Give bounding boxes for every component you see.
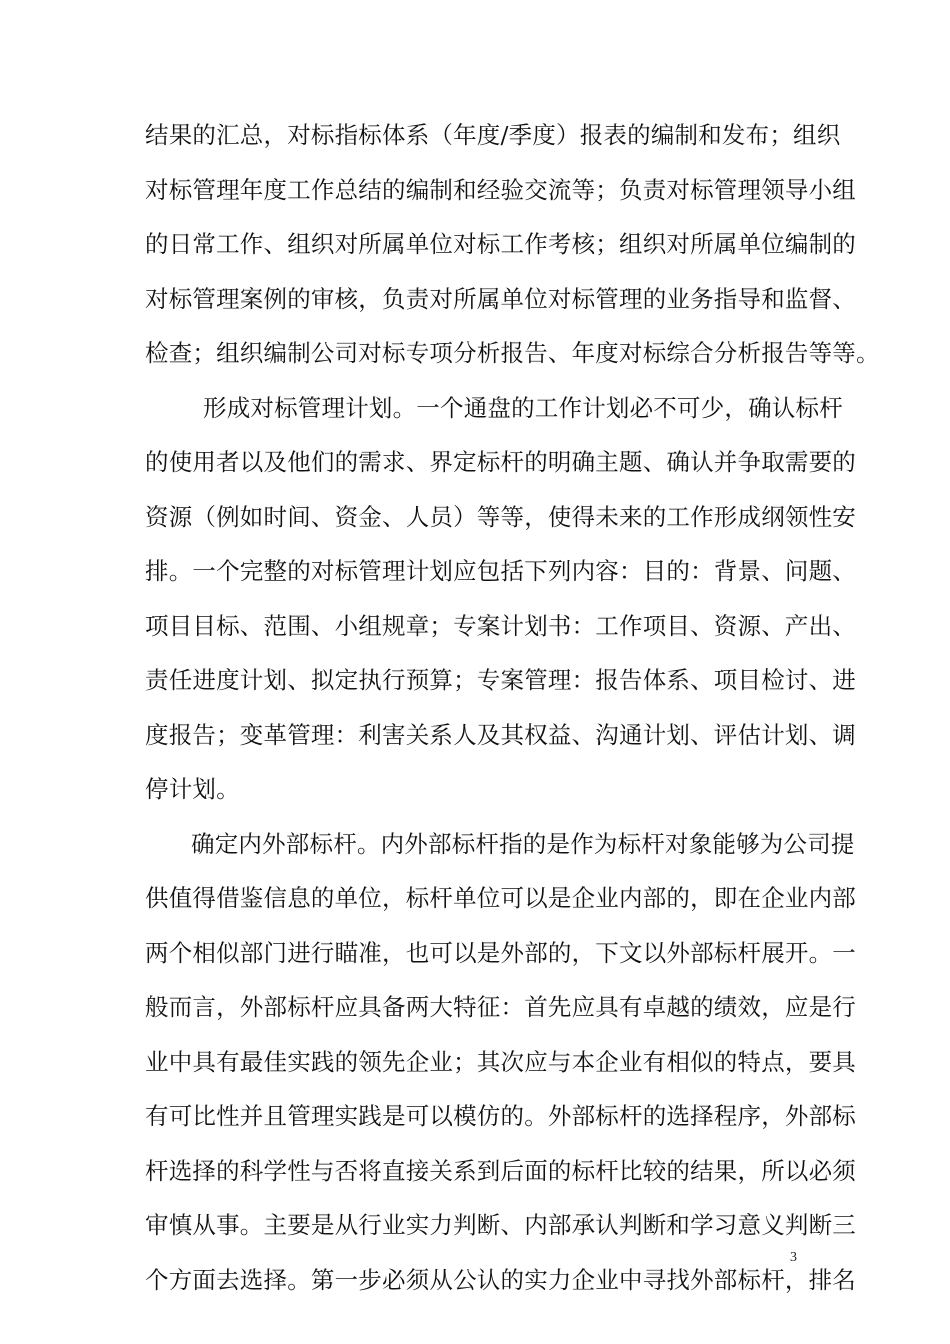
text-line: 的日常工作、组织对所属单位对标工作考核；组织对所属单位编制的 — [145, 230, 856, 258]
text-line: 确定内外部标杆。内外部标杆指的是作为标杆对象能够为公司提 — [191, 829, 855, 858]
text-line: 对标管理案例的审核，负责对所属单位对标管理的业务指导和监督、 — [145, 284, 856, 313]
text-line: 检查；组织编制公司对标专项分析报告、年度对标综合分析报告等等。 — [145, 339, 880, 367]
text-line: 杆选择的科学性与否将直接关系到后面的标杆比较的结果，所以必须 — [145, 1156, 856, 1185]
text-line: 项目目标、范围、小组规章；专案计划书：工作项目、资源、产出、 — [145, 611, 856, 640]
text-line: 停计划。 — [145, 775, 240, 803]
document-body — [145, 108, 880, 1307]
paragraph-1 — [145, 108, 880, 381]
text-line: 形成对标管理计划。一个通盘的工作计划必不可少，确认标杆 — [203, 393, 843, 422]
text-line: 供值得借鉴信息的单位，标杆单位可以是企业内部的，即在企业内部 — [145, 884, 856, 912]
text-line: 结果的汇总，对标指标体系（年度/季度）报表的编制和发布；组织 — [145, 121, 841, 149]
text-line: 对标管理年度工作总结的编制和经验交流等；负责对标管理领导小组 — [145, 175, 856, 204]
text-line: 排。一个完整的对标管理计划应包括下列内容：目的：背景、问题、 — [145, 557, 856, 585]
text-line: 责任进度计划、拟定执行预算；专案管理：报告体系、项目检讨、进 — [145, 666, 856, 694]
paragraph-3 — [145, 817, 856, 1308]
text-line: 有可比性并且管理实践是可以模仿的。外部标杆的选择程序，外部标 — [145, 1102, 856, 1130]
text-line: 资源（例如时间、资金、人员）等等，使得未来的工作形成纲领性安 — [145, 502, 856, 531]
paragraph-2 — [145, 381, 856, 817]
text-line: 般而言，外部标杆应具备两大特征：首先应具有卓越的绩效，应是行 — [145, 993, 856, 1021]
text-line: 两个相似部门进行瞄准，也可以是外部的，下文以外部标杆展开。一 — [145, 938, 856, 967]
text-line: 的使用者以及他们的需求、界定标杆的明确主题、确认并争取需要的 — [145, 448, 856, 476]
page-number: 3 — [790, 1250, 797, 1265]
text-line: 审慎从事。主要是从行业实力判断、内部承认判断和学习意义判断三 — [145, 1211, 856, 1239]
text-line: 业中具有最佳实践的领先企业；其次应与本企业有相似的特点，要具 — [145, 1047, 856, 1076]
text-line: 度报告；变革管理：利害关系人及其权益、沟通计划、评估计划、调 — [145, 720, 856, 749]
text-line: 个方面去选择。第一步必须从公认的实力企业中寻找外部标杆，排名 — [145, 1265, 856, 1294]
